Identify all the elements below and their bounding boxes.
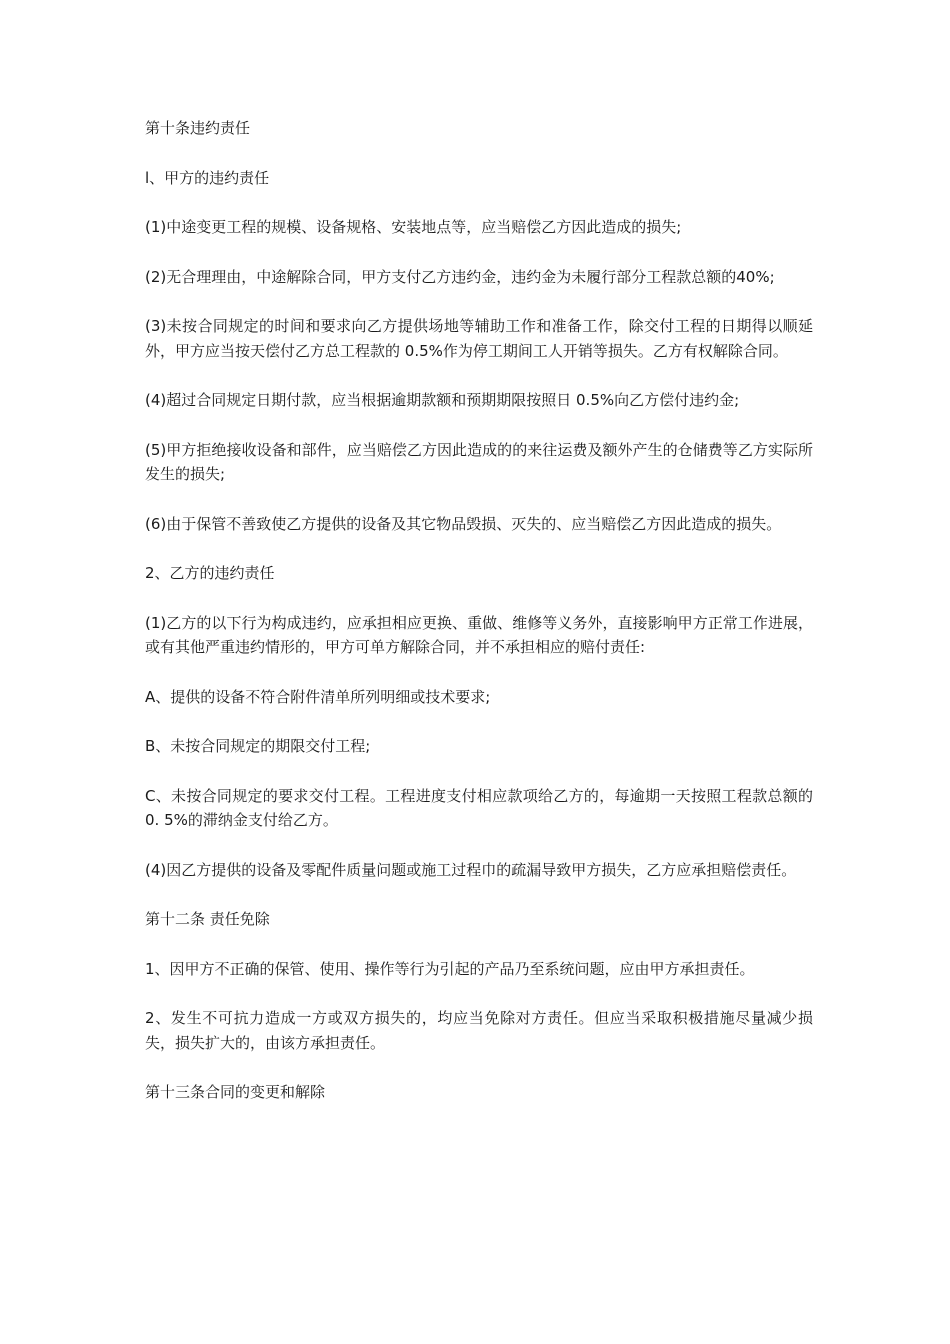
- party-b-liability-heading: 2、乙方的违约责任: [145, 564, 275, 582]
- clause-a5: (5)甲方拒绝接收设备和部件，应当赔偿乙方因此造成的的来往运费及额外产生的仓储费等乙方实际所发生的损失;: [145, 440, 813, 483]
- party-a-liability-heading: l、甲方的违约责任: [145, 168, 270, 187]
- exemption-clause-2: 2、发生不可抗力造成一方或双方损失的，均应当免除对方责任。但应当采取积极措施尽量减少损失，损失扩大的，由该方承担责任。: [145, 1009, 813, 1052]
- clause-b1: (1)乙方的以下行为构成违约，应承担相应更换、重做、维修等义务外，直接影响甲方正常工作进展，或有其他严重违约情形的，甲方可单方解除合同，并不承担相应的赔付责任:: [145, 613, 813, 656]
- exemption-clause-1: 1、因甲方不正确的保管、使用、操作等行为引起的产品乃至系统问题，应由甲方承担责任。: [145, 959, 755, 978]
- clause-b4: (4)因乙方提供的设备及零配件质量问题或施工过程巾的疏漏导致甲方损失，乙方应承担赔偿责任。: [145, 860, 797, 879]
- clause-a4: (4)超过合同规定日期付款，应当根据逾期款额和预期期限按照日 0.5%向乙方偿付违约金;: [145, 391, 740, 409]
- article-10-heading: 第十条违约责任: [145, 119, 251, 137]
- clause-a3: (3)未按合同规定的时间和要求向乙方提供场地等辅助工作和准备工作，除交付工程的日期得以顺延外，甲方应当按天偿付乙方总工程款的 0.5%作为停工期间工人开销等损失。乙方有权解除合同。: [145, 317, 813, 360]
- clause-a1: (1)中途变更工程的规模、设备规格、安装地点等，应当赔偿乙方因此造成的损失;: [145, 218, 682, 236]
- article-13-heading: 第十三条合同的变更和解除: [145, 1083, 326, 1101]
- clause-b1-c: C、未按合同规定的要求交付工程。工程进度支付相应款项给乙方的，每逾期一天按照工程款总额的 0. 5%的滞纳金支付给乙方。: [145, 786, 813, 829]
- clause-b1-b: B、未按合同规定的期限交付工程;: [145, 737, 371, 755]
- document-body: [145, 116, 813, 1130]
- article-12-heading: 第十二条 责任免除: [145, 910, 270, 928]
- clause-a2: (2)无合理理由，中途解除合同，甲方支付乙方违约金，违约金为未履行部分工程款总额的40%;: [145, 267, 775, 286]
- clause-b1-a: A、提供的设备不符合附件清单所列明细或技术要求;: [145, 687, 491, 706]
- clause-a6: (6)由于保管不善致使乙方提供的设备及其它物品毁损、灭失的、应当赔偿乙方因此造成的损失。: [145, 514, 782, 533]
